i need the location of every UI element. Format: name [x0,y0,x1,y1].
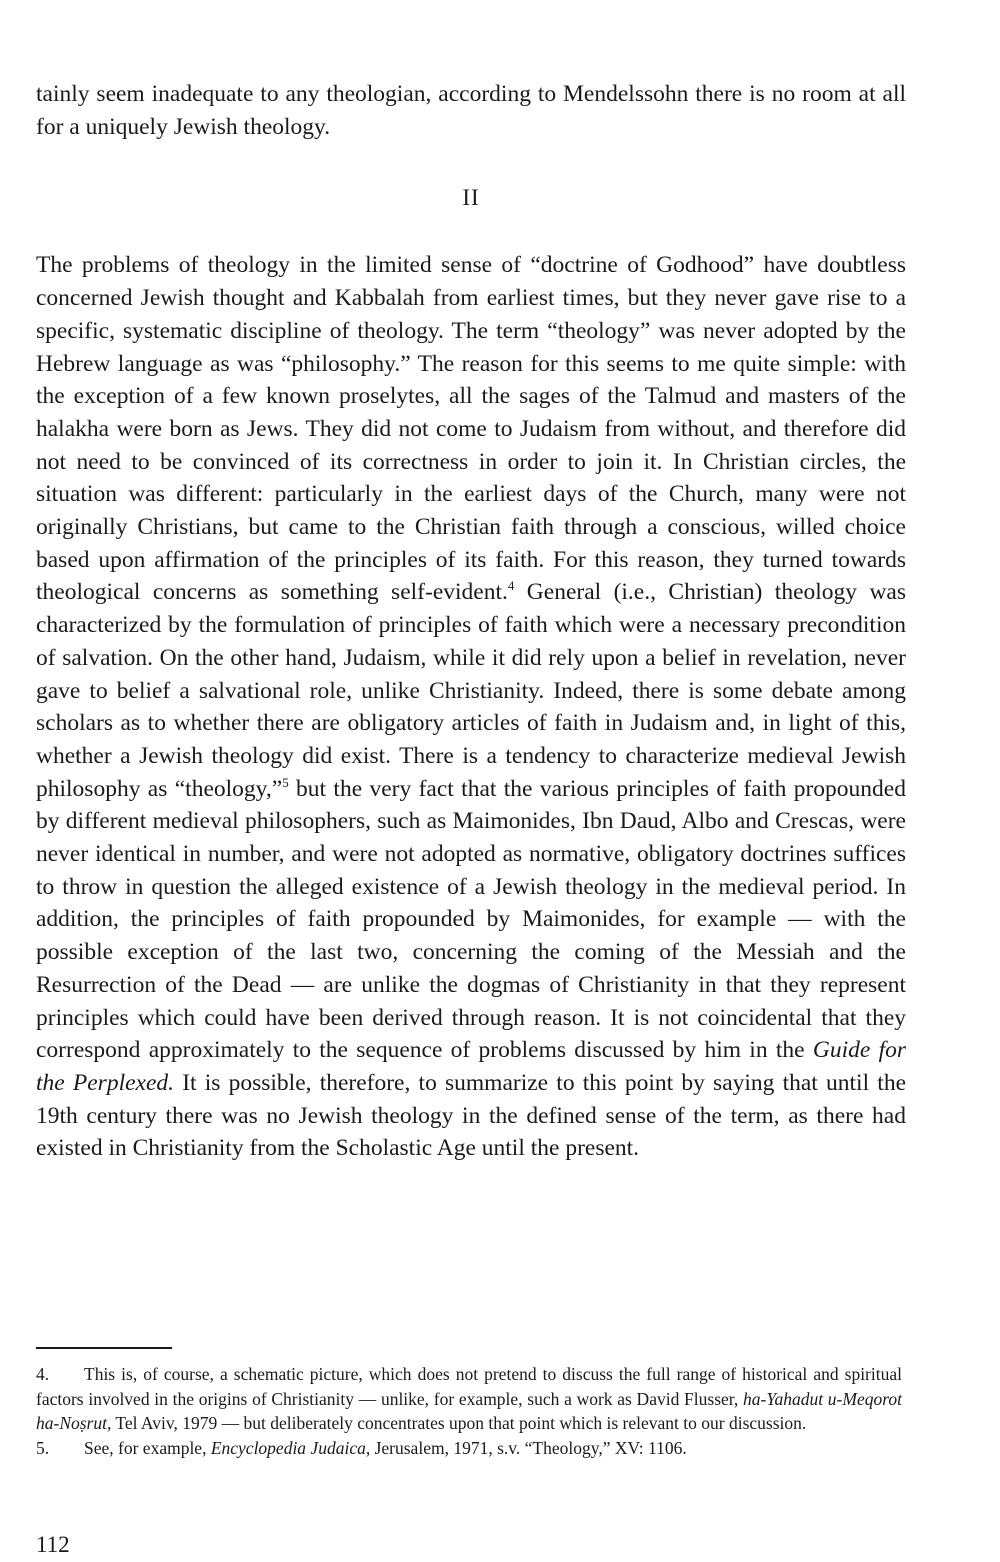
body-text-1: The problems of theology in the limited sense of “doctrine of Godhood” have doubtless concerned Jewish thought and Kabbalah from earliest times, but they never gave rise to a specific, systematic discipline of theology. The term “theology” was never adopted by the Hebrew language as was “philosophy.” The reason for this seems to me quite simple: with the exception of a few known proselytes, all the sages of the Talmud and masters of the halakha were born as Jews. They did not come to Judaism from without, and therefore did not need to be convinced of its correctness in order to join it. In Christian circles, the situation was different: particularly in the earliest days of the Church, many were not originally Christians, but came to the Christian faith through a conscious, willed choice based upon affirmation of the principles of its faith. For this reason, they turned towards theological concerns as something self-evident. [36,252,906,606]
footnote-5 [36,1436,902,1461]
footnote-number: 5. [36,1437,50,1458]
footnote-separator [36,1347,172,1349]
footnotes [36,1362,902,1460]
section-heading: II [462,185,480,211]
footnote-ref-4[interactable]: 4 [507,578,515,594]
opening-paragraph: tainly seem inadequate to any theologian, according to Mendelssohn there is no room at all for a uniquely Jewish theology. [36,81,906,140]
footnote-book-title: ha-Yahadut u-Meqorot ha-Noṣrut, [36,1388,902,1433]
body-text-3: but the very fact that the various principles of faith propounded by different medieval philosophers, such as Maimonides, Ibn Daud, Albo and Crescas, were never identical in number, and were not adopted as normative, obligatory doctrines suffices to throw in question the alleged existence of a Jewish theology in the medieval period. In addition, the principles of faith propounded by Maimonides, for example — with the possible exception of the last two, concerning the coming of the Messiah and the Resurrection of the Dead — are unlike the dogmas of Christianity in that they represent principles which could have been derived through reason. It is not coincidental that they correspond approximately to the sequence of problems discussed by him in the [36,775,906,1064]
body-text-2: General (i.e., Christian) theology was characterized by the formulation of principles of faith which were a necessary precondition of salvation. On the other hand, Judaism, while it did rely upon a belief in revelation, never gave to belief a salvational role, unlike Christianity. Indeed, there is some debate among scholars as to whether there are obligatory articles of faith in Judaism and, in light of this, whether a Jewish theology did exist. There is a tendency to characterize medieval Jewish philosophy as “theology,” [36,579,906,802]
footnote-4 [36,1362,902,1436]
footnote-number: 4. [36,1364,50,1384]
main-paragraph [36,249,906,1165]
footnote-book-title: Encyclopedia Judaica, [210,1437,371,1458]
footnote-text: See, for example, [84,1437,211,1458]
body-text-4: It is possible, therefore, to summarize to this point by saying that until the 19th century there was no Jewish theology in the defined sense of the term, as there had existed in Christianity from the Scholastic Age until the present. [36,1069,906,1162]
footnote-ref-5[interactable]: 5 [282,774,289,790]
page-number: 112 [36,1532,70,1557]
footnote-text: Tel Aviv, 1979 — but deliberately concentrates upon that point which is relevant to our discussion. [111,1413,807,1433]
footnote-text: Jerusalem, 1971, s.v. “Theology,” XV: 1106. [370,1437,687,1458]
footnote-text: This is, of course, a schematic picture, which does not pretend to discuss the full range of historical and spiritual factors involved in the origins of Christianity — unlike, for example, such a work as David Flusser, [36,1364,902,1409]
page-body [36,78,906,1165]
book-title-guide: Guide for the Perplexed. [36,1037,907,1096]
